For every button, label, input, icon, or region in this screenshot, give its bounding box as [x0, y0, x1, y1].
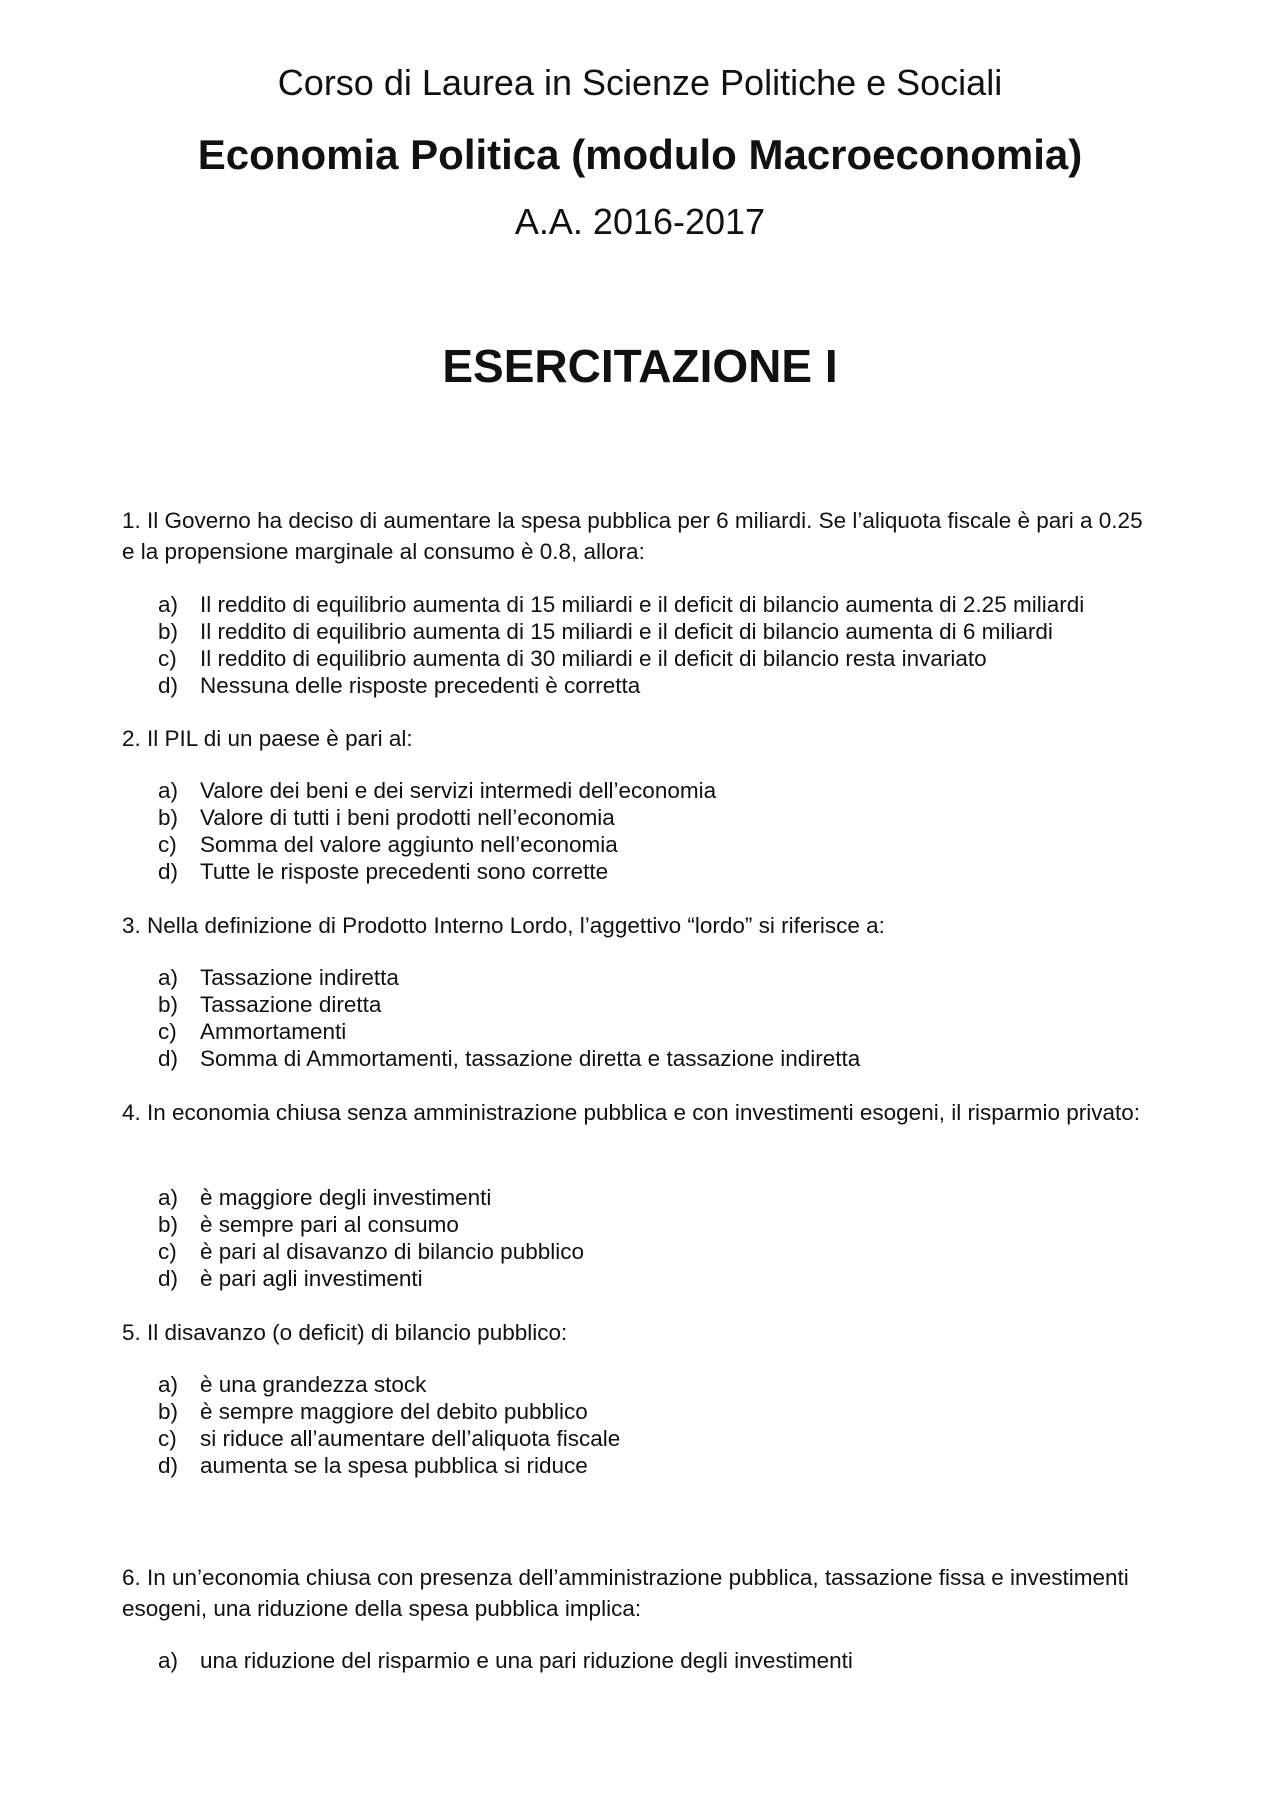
option	[158, 591, 1084, 618]
option-text: è pari agli investimenti	[200, 1266, 423, 1291]
question-1-options	[158, 591, 1084, 699]
option-letter: b)	[158, 619, 179, 644]
option-letter: d)	[158, 1266, 179, 1291]
option	[158, 858, 716, 885]
option-text: è sempre pari al consumo	[200, 1212, 459, 1237]
option-text: è sempre maggiore del debito pubblico	[200, 1399, 588, 1424]
option-letter: c)	[158, 832, 177, 857]
option-text: è pari al disavanzo di bilancio pubblico	[200, 1239, 584, 1264]
option-letter: c)	[158, 1239, 177, 1264]
subject-title: Economia Politica (modulo Macroeconomia)	[197, 131, 1083, 178]
question-5: 5. Il disavanzo (o deficit) di bilancio pubblico:	[122, 1320, 568, 1345]
option	[158, 645, 1084, 672]
option-letter: a)	[158, 1185, 179, 1210]
option	[158, 964, 860, 991]
question-6-options	[158, 1647, 853, 1674]
option-letter: d)	[158, 1046, 179, 1071]
option-text: Il reddito di equilibrio aumenta di 30 miliardi e il deficit di bilancio resta invariato	[200, 646, 987, 671]
option	[158, 1045, 860, 1072]
option-text: è maggiore degli investimenti	[200, 1185, 492, 1210]
option-letter: a)	[158, 1648, 179, 1673]
option	[158, 1238, 584, 1265]
option	[158, 1211, 584, 1238]
option-text: Somma del valore aggiunto nell’economia	[200, 832, 618, 857]
option	[158, 1647, 853, 1674]
option-letter: c)	[158, 646, 177, 671]
option-text: Il reddito di equilibrio aumenta di 15 miliardi e il deficit di bilancio aumenta di 2.25 miliardi	[200, 592, 1085, 617]
question-1: 1. Il Governo ha deciso di aumentare la spesa pubblica per 6 miliardi. Se l’aliquota fiscale è pari a 0.25 e la propensione marginale al consumo è 0.8, allora:	[122, 508, 1143, 564]
option-text: Tutte le risposte precedenti sono corrette	[200, 859, 609, 884]
option	[158, 1425, 620, 1452]
option	[158, 1452, 620, 1479]
option-text: Valore di tutti i beni prodotti nell’economia	[200, 805, 615, 830]
option	[158, 831, 716, 858]
option-letter: c)	[158, 1426, 177, 1451]
option	[158, 1398, 620, 1425]
option	[158, 804, 716, 831]
option-letter: b)	[158, 805, 179, 830]
option-letter: b)	[158, 1399, 179, 1424]
option-text: Tassazione diretta	[200, 992, 382, 1017]
exercise-title: ESERCITAZIONE I	[442, 340, 838, 392]
option-letter: d)	[158, 1453, 179, 1478]
option	[158, 618, 1084, 645]
option-letter: a)	[158, 965, 179, 990]
option	[158, 1184, 584, 1211]
option	[158, 1371, 620, 1398]
option-text: si riduce all’aumentare dell’aliquota fiscale	[200, 1426, 621, 1451]
course-name: Corso di Laurea in Scienze Politiche e Sociali	[277, 62, 1003, 103]
option	[158, 1018, 860, 1045]
option-text: Il reddito di equilibrio aumenta di 15 miliardi e il deficit di bilancio aumenta di 6 miliardi	[200, 619, 1053, 644]
option	[158, 777, 716, 804]
option-text: Somma di Ammortamenti, tassazione diretta e tassazione indiretta	[200, 1046, 861, 1071]
option-letter: b)	[158, 1212, 179, 1237]
option-text: Ammortamenti	[200, 1019, 347, 1044]
option-letter: a)	[158, 1372, 179, 1397]
academic-year: A.A. 2016-2017	[514, 201, 766, 242]
question-2: 2. Il PIL di un paese è pari al:	[122, 726, 413, 751]
option	[158, 672, 1084, 699]
option-text: una riduzione del risparmio e una pari riduzione degli investimenti	[200, 1648, 853, 1673]
question-3: 3. Nella definizione di Prodotto Interno Lordo, l’aggettivo “lordo” si riferisce a:	[122, 913, 885, 938]
option-text: Nessuna delle risposte precedenti è corretta	[200, 673, 641, 698]
question-5-options	[158, 1371, 620, 1479]
option-text: Tassazione indiretta	[200, 965, 399, 990]
question-4-options	[158, 1184, 584, 1292]
question-4: 4. In economia chiusa senza amministrazione pubblica e con investimenti esogeni, il risparmio privato:	[122, 1100, 1141, 1125]
option-text: è una grandezza stock	[200, 1372, 427, 1397]
question-3-options	[158, 964, 860, 1072]
option-letter: b)	[158, 992, 179, 1017]
option-text: aumenta se la spesa pubblica si riduce	[200, 1453, 588, 1478]
option-letter: d)	[158, 673, 179, 698]
option-letter: a)	[158, 592, 179, 617]
option-letter: c)	[158, 1019, 177, 1044]
option	[158, 991, 860, 1018]
option-letter: a)	[158, 778, 179, 803]
question-2-options	[158, 777, 716, 885]
option	[158, 1265, 584, 1292]
option-letter: d)	[158, 859, 179, 884]
question-6: 6. In un’economia chiusa con presenza dell’amministrazione pubblica, tassazione fissa e investimenti esogeni, una riduzione della spesa pubblica implica:	[122, 1565, 1129, 1621]
option-text: Valore dei beni e dei servizi intermedi dell’economia	[200, 778, 717, 803]
